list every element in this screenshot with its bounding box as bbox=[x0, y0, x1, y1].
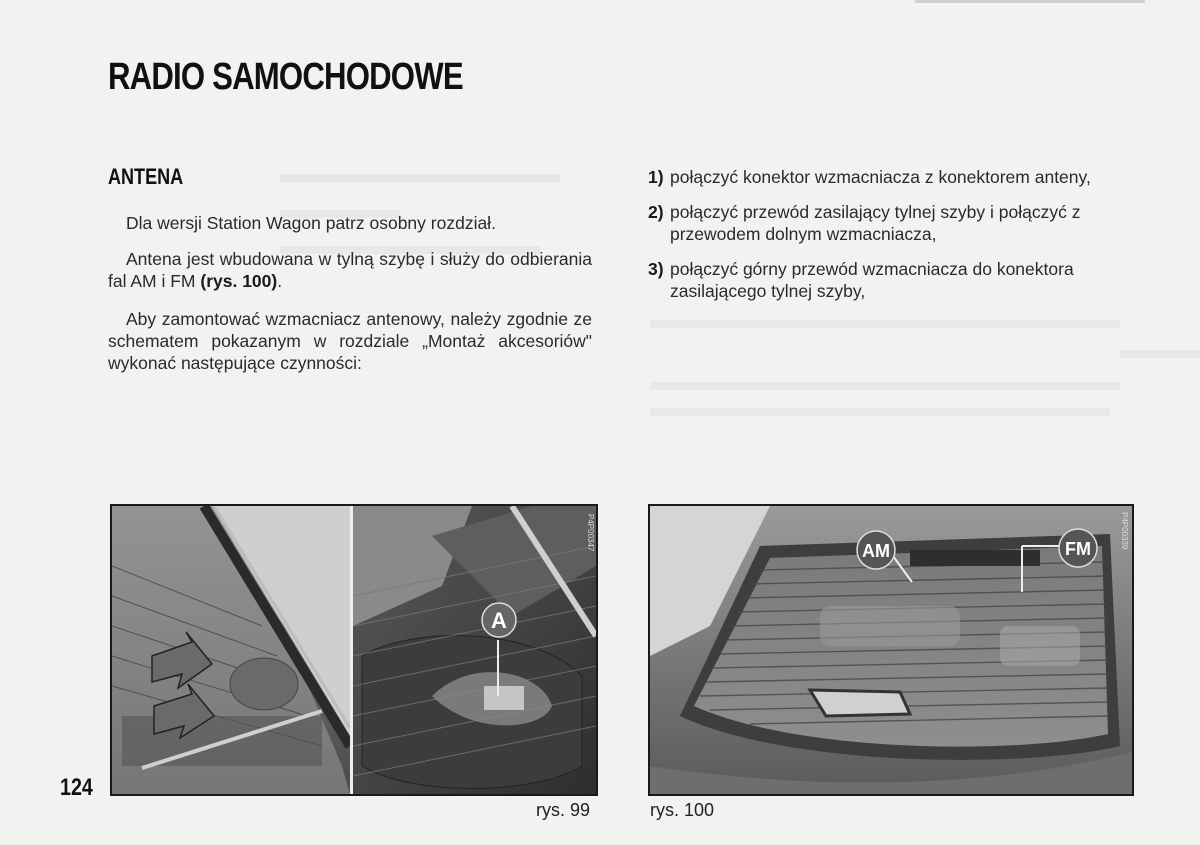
top-edge-rule bbox=[915, 0, 1145, 3]
figure-reference: (rys. 100) bbox=[200, 271, 278, 291]
figure-100-code: P4P00339 bbox=[1120, 512, 1129, 550]
callout-fm-label: FM bbox=[1065, 539, 1091, 559]
step-number: 2) bbox=[648, 202, 664, 222]
step-number: 3) bbox=[648, 259, 664, 279]
figure-99-code: P4P00347 bbox=[586, 514, 595, 552]
step-text: połączyć przewód zasilający tylnej szyby i połączyć z przewodem dolnym wzmacniacza, bbox=[670, 202, 1081, 244]
bleed-through-right bbox=[650, 316, 1130, 436]
steps-list bbox=[648, 166, 1134, 315]
paragraph-antenna: Antena jest wbudowana w tylną szybę i służy do odbierania fal AM i FM (rys. 100). bbox=[108, 249, 592, 291]
figure-99-illustration bbox=[112, 506, 596, 794]
step-item bbox=[648, 258, 1134, 302]
paragraph-amplifier: Aby zamontować wzmacniacz antenowy, należy zgodnie ze schematem pokazanym w rozdziale „Montaż akcesoriów" wykonać następujące czynności: bbox=[108, 309, 592, 373]
figure-99-caption: rys. 99 bbox=[536, 800, 591, 820]
paragraph-station-wagon: Dla wersji Station Wagon patrz osobny rozdział. bbox=[126, 213, 496, 233]
figure-99-photo bbox=[110, 504, 598, 796]
callout-a-label: A bbox=[491, 608, 507, 633]
step-text: połączyć górny przewód wzmacniacza do konektora zasilającego tylnej szyby, bbox=[670, 259, 1074, 301]
step-number: 1) bbox=[648, 167, 664, 187]
callout-am-label: AM bbox=[862, 541, 890, 561]
section-heading: ANTENA bbox=[108, 164, 184, 189]
page-number: 124 bbox=[60, 774, 93, 801]
step-text: połączyć konektor wzmacniacza z konektorem anteny, bbox=[670, 167, 1091, 187]
figure-100-photo bbox=[648, 504, 1134, 796]
step-item bbox=[648, 166, 1134, 188]
figure-100-caption: rys. 100 bbox=[650, 800, 715, 820]
figure-100-illustration bbox=[650, 506, 1132, 794]
step-item bbox=[648, 201, 1134, 245]
page-title: RADIO SAMOCHODOWE bbox=[108, 56, 463, 98]
